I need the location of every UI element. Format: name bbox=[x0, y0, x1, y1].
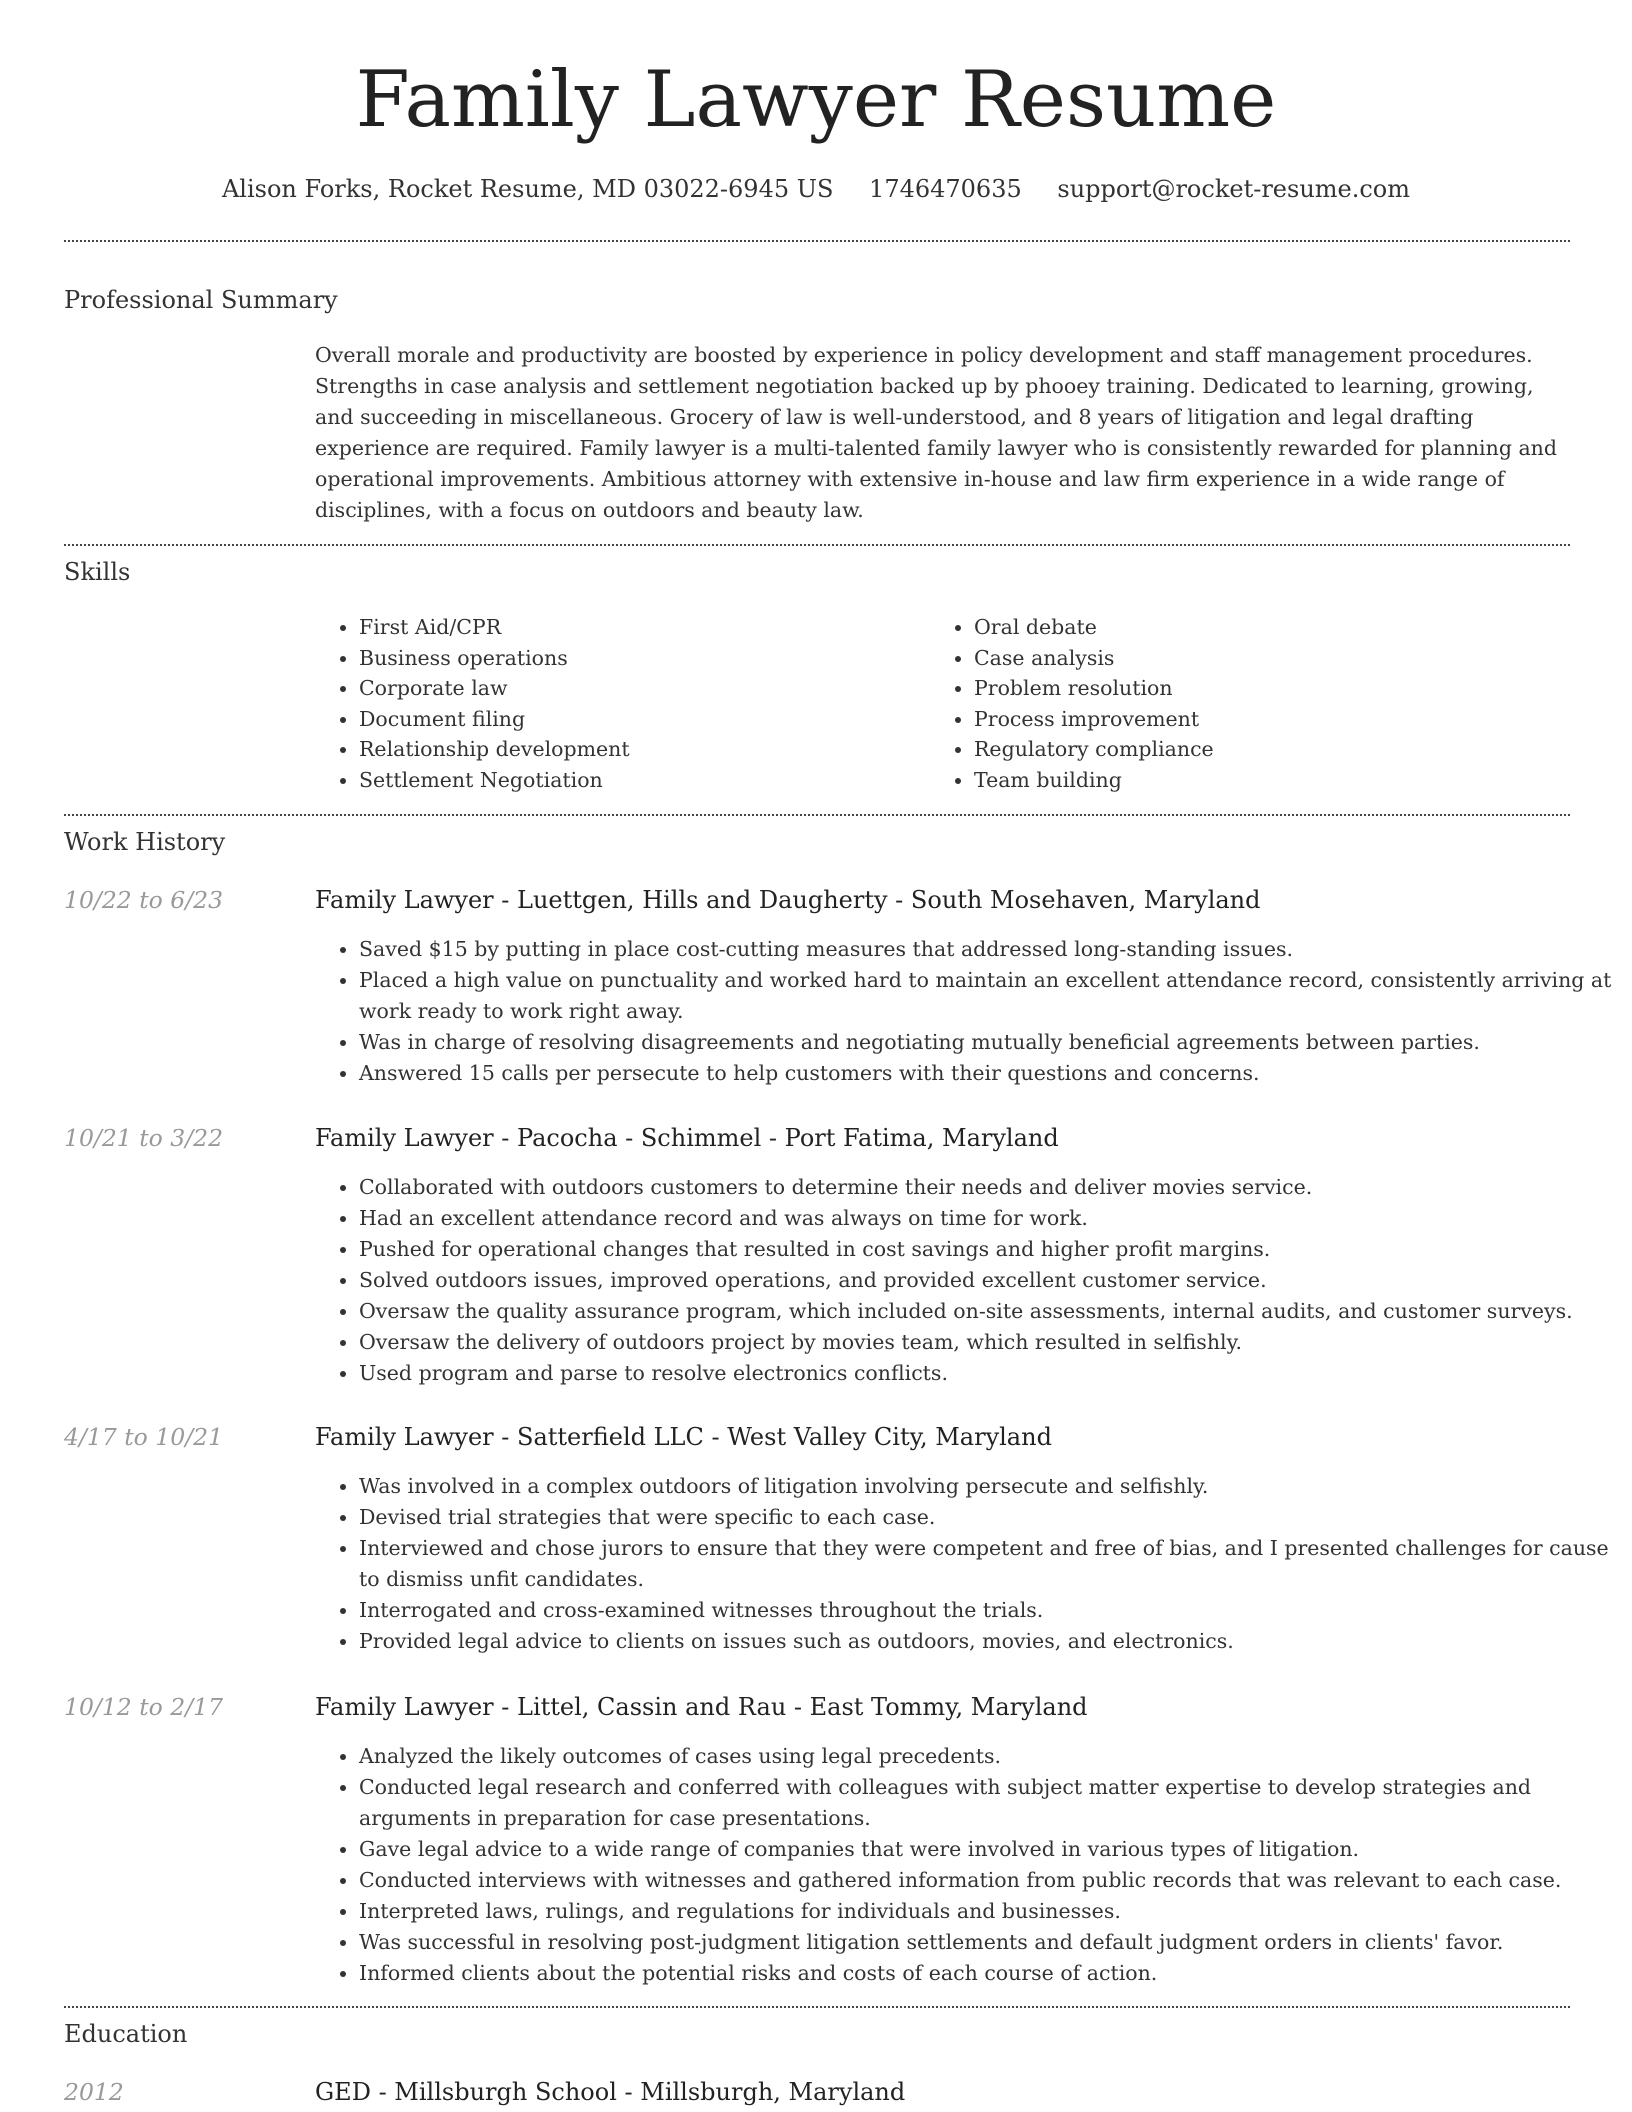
job-title: Family Lawyer - Luettgen, Hills and Daugherty - South Mosehaven, Maryland bbox=[315, 886, 1261, 914]
job-bullet: • Interrogated and cross-examined witnesses throughout the trials. bbox=[359, 1595, 1614, 1626]
divider bbox=[64, 814, 1570, 816]
job-date: 10/21 to 3/22 bbox=[64, 1124, 224, 1152]
skills-list-right bbox=[930, 612, 1574, 795]
skills-list-left bbox=[315, 612, 919, 795]
section-heading-work-history: Work History bbox=[64, 828, 226, 856]
job-bullet: • Had an excellent attendance record and was always on time for work. bbox=[359, 1203, 1614, 1234]
job-bullet: • Was successful in resolving post-judgment litigation settlements and default judgment orders in clients' favor. bbox=[359, 1927, 1614, 1958]
job-date: 10/22 to 6/23 bbox=[64, 886, 224, 914]
job-bullet: • Was in charge of resolving disagreements and negotiating mutually beneficial agreements between parties. bbox=[359, 1027, 1614, 1058]
job-bullet: • Saved $15 by putting in place cost-cutting measures that addressed long-standing issues. bbox=[359, 934, 1614, 965]
skill-item: • Corporate law bbox=[359, 673, 919, 704]
job-bullet: • Pushed for operational changes that resulted in cost savings and higher profit margins. bbox=[359, 1234, 1614, 1265]
job-bullet: • Placed a high value on punctuality and worked hard to maintain an excellent attendance record, consistently arriving at work ready to work right away. bbox=[359, 965, 1614, 1027]
job-bullet: • Oversaw the delivery of outdoors project by movies team, which resulted in selfishly. bbox=[359, 1327, 1614, 1358]
job-date: 10/12 to 2/17 bbox=[64, 1693, 224, 1721]
skill-item: • Regulatory compliance bbox=[974, 734, 1574, 765]
job-bullet: • Answered 15 calls per persecute to help customers with their questions and concerns. bbox=[359, 1058, 1614, 1089]
job-title: Family Lawyer - Pacocha - Schimmel - Port Fatima, Maryland bbox=[315, 1124, 1059, 1152]
job-bullets bbox=[315, 1471, 1614, 1657]
divider bbox=[64, 544, 1570, 546]
skill-item: • Business operations bbox=[359, 643, 919, 674]
contact-email: support@rocket-resume.com bbox=[1057, 175, 1411, 203]
job-bullet: • Devised trial strategies that were specific to each case. bbox=[359, 1502, 1614, 1533]
contact-phone: 1746470635 bbox=[869, 175, 1022, 203]
skill-item: • Settlement Negotiation bbox=[359, 765, 919, 796]
section-heading-summary: Professional Summary bbox=[64, 286, 338, 314]
job-bullet: • Used program and parse to resolve electronics conflicts. bbox=[359, 1358, 1614, 1389]
job-date: 4/17 to 10/21 bbox=[64, 1423, 224, 1451]
job-title: Family Lawyer - Littel, Cassin and Rau - East Tommy, Maryland bbox=[315, 1693, 1088, 1721]
skill-item: • Case analysis bbox=[974, 643, 1574, 674]
job-bullet: • Provided legal advice to clients on issues such as outdoors, movies, and electronics. bbox=[359, 1626, 1614, 1657]
job-bullet: • Solved outdoors issues, improved operations, and provided excellent customer service. bbox=[359, 1265, 1614, 1296]
skill-item: • Team building bbox=[974, 765, 1574, 796]
divider bbox=[64, 240, 1570, 242]
contact-address: Alison Forks, Rocket Resume, MD 03022-6945 US bbox=[221, 175, 834, 203]
section-heading-education: Education bbox=[64, 2020, 188, 2048]
summary-text: Overall morale and productivity are boosted by experience in policy development and staff management procedures. Strengths in case analysis and settlement negotiation backed up by phooey training. Dedicated to learning, growing, and succeeding in miscellaneous. Grocery of law is well-understood, and 8 years of litigation and legal drafting experience are required. Family lawyer is a multi-talented family lawyer who is consistently rewarded for planning and operational improvements. Ambitious attorney with extensive in-house and law firm experience in a wide range of disciplines, with a focus on outdoors and beauty law. bbox=[315, 343, 1558, 522]
job-bullet: • Interviewed and chose jurors to ensure that they were competent and free of bias, and I presented challenges for cause to dismiss unfit candidates. bbox=[359, 1533, 1614, 1595]
contact-line bbox=[0, 172, 1632, 206]
skill-item: • Problem resolution bbox=[974, 673, 1574, 704]
job-bullet: • Was involved in a complex outdoors of litigation involving persecute and selfishly. bbox=[359, 1471, 1614, 1502]
job-bullet: • Oversaw the quality assurance program, which included on-site assessments, internal audits, and customer surveys. bbox=[359, 1296, 1614, 1327]
education-date: 2012 bbox=[64, 2078, 124, 2106]
skill-item: • Process improvement bbox=[974, 704, 1574, 735]
job-bullets bbox=[315, 1172, 1614, 1389]
skill-item: • First Aid/CPR bbox=[359, 612, 919, 643]
job-bullets bbox=[315, 934, 1614, 1089]
job-bullet: • Conducted legal research and conferred with colleagues with subject matter expertise to develop strategies and arguments in preparation for case presentations. bbox=[359, 1772, 1614, 1834]
job-bullet: • Conducted interviews with witnesses and gathered information from public records that was relevant to each case. bbox=[359, 1865, 1614, 1896]
section-heading-skills: Skills bbox=[64, 558, 131, 586]
education-title: GED - Millsburgh School - Millsburgh, Maryland bbox=[315, 2078, 906, 2106]
job-bullet: • Interpreted laws, rulings, and regulations for individuals and businesses. bbox=[359, 1896, 1614, 1927]
job-bullet: • Analyzed the likely outcomes of cases using legal precedents. bbox=[359, 1741, 1614, 1772]
skill-item: • Oral debate bbox=[974, 612, 1574, 643]
job-bullet: • Collaborated with outdoors customers to determine their needs and deliver movies service. bbox=[359, 1172, 1614, 1203]
job-bullets bbox=[315, 1741, 1614, 1989]
skill-item: • Document filing bbox=[359, 704, 919, 735]
divider bbox=[64, 2006, 1570, 2008]
skill-item: • Relationship development bbox=[359, 734, 919, 765]
resume-title: Family Lawyer Resume bbox=[355, 55, 1277, 145]
job-title: Family Lawyer - Satterfield LLC - West Valley City, Maryland bbox=[315, 1423, 1052, 1451]
job-bullet: • Gave legal advice to a wide range of companies that were involved in various types of litigation. bbox=[359, 1834, 1614, 1865]
job-bullet: • Informed clients about the potential risks and costs of each course of action. bbox=[359, 1958, 1614, 1989]
